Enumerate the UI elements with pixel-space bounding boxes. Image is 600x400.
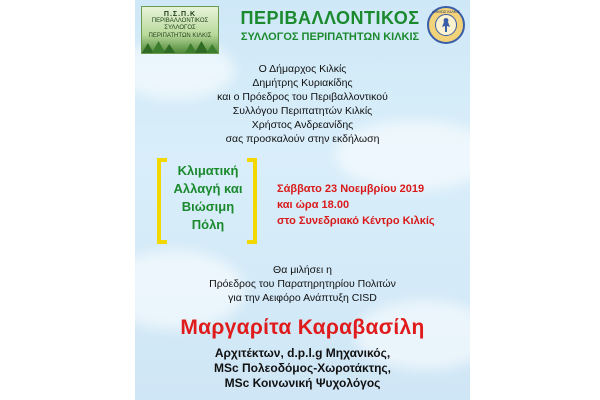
event-venue: στο Συνεδριακό Κέντρο Κιλκίς <box>277 215 435 227</box>
event-topic <box>169 162 247 234</box>
topic-line: Κλιματική <box>177 163 239 178</box>
speaker-intro-line: Θα μιλήσει η <box>273 264 332 276</box>
event-time: και ώρα 18.00 <box>277 199 350 211</box>
left-bracket <box>157 158 167 244</box>
event-poster <box>135 0 470 400</box>
intro-line: σας προσκαλούν στην εκδήλωση <box>225 133 380 145</box>
association-title: ΠΕΡΙΒΑΛΛΟΝΤΙΚΟΣ <box>240 8 420 28</box>
credential-line: Αρχιτέκτων, d.p.l.g Μηχανικός, <box>214 346 391 360</box>
speaker-intro-line: Πρόεδρος του Παρατηρητηρίου Πολιτών <box>209 278 396 290</box>
association-logo <box>141 6 219 54</box>
topic-line: Αλλαγή και <box>173 181 243 196</box>
intro-line: και ο Πρόεδρος του Περιβαλλοντικού <box>217 91 388 103</box>
topic-line: Πόλη <box>191 217 225 232</box>
speaker-introduction <box>135 263 470 305</box>
association-header <box>225 8 435 43</box>
intro-line: Ο Δήμαρχος Κιλκίς <box>258 63 347 75</box>
trees-icon <box>142 41 218 53</box>
intro-line: Χρήστος Ανδρεανίδης <box>251 119 354 131</box>
right-bracket <box>247 158 257 244</box>
credential-line: MSc Κοινωνική Ψυχολόγος <box>224 376 381 390</box>
event-date: Σάββατο 23 Νοεμβρίου 2019 <box>277 183 425 195</box>
speaker-intro-line: για την Αειφόρο Ανάπτυξη CISD <box>228 292 377 304</box>
logo-line: ΠΕΡΙΒΑΛΛΟΝΤΙΚΟΣ <box>151 18 209 25</box>
logo-abbreviation: Π.Σ.Π.Κ <box>163 11 197 18</box>
seal-figure-icon <box>435 14 457 36</box>
logo-line: ΣΥΛΛΟΓΟΣ <box>164 25 196 32</box>
topic-line: Βιώσιμη <box>181 199 235 214</box>
intro-line: Δημήτρης Κυριακίδης <box>252 77 353 89</box>
credential-line: MSc Πολεοδόμος-Χωροτάκτης, <box>214 361 391 375</box>
speaker-name: Μαργαρίτα Καραβασίλη <box>180 316 425 339</box>
invitation-text <box>135 62 470 146</box>
municipality-seal <box>427 6 465 44</box>
association-subtitle: ΣΥΛΛΟΓΟΣ ΠΕΡΙΠΑΤΗΤΩΝ ΚΙΛΚΙΣ <box>240 31 420 43</box>
event-details <box>277 181 462 229</box>
intro-line: Συλλόγου Περιπατητών Κιλκίς <box>232 105 373 117</box>
logo-line: ΠΕΡΙΠΑΤΗΤΩΝ ΚΙΛΚΙΣ <box>148 32 212 39</box>
seal-text: ΔΗΜΟΣ ΚΙΛΚΙΣ <box>431 9 461 14</box>
speaker-credentials <box>135 346 470 391</box>
